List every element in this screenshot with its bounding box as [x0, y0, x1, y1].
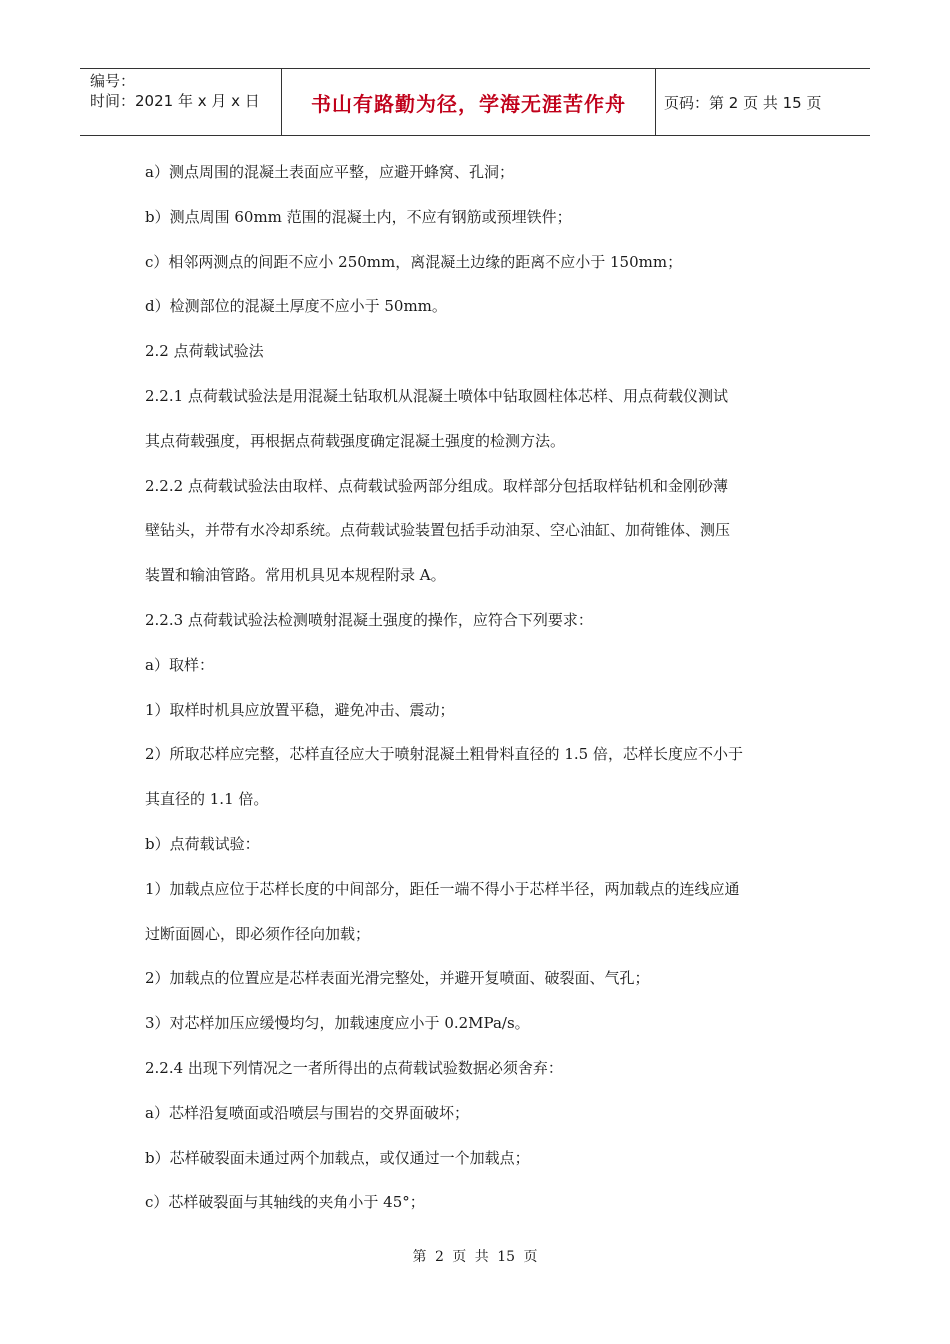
page-header [80, 68, 870, 136]
text-line: 过断面圆心，即必须作径向加载； [145, 924, 371, 943]
text-line: 2）加载点的位置应是芯样表面光滑完整处，并避开复喷面、破裂面、气孔； [145, 969, 650, 988]
text-line: 装置和输油管路。常用机具见本规程附录 A。 [145, 566, 446, 585]
text-line: 3）对芯样加压应缓慢均匀，加载速度应小于 0.2MPa/s。 [145, 1014, 530, 1033]
motto: 书山有路勤为径，学海无涯苦作舟 [311, 91, 626, 116]
text-line: c）芯样破裂面与其轴线的夹角小于 45°； [145, 1193, 425, 1212]
text-line: 2.2.3 点荷载试验法检测喷射混凝土强度的操作，应符合下列要求： [145, 610, 593, 629]
text-line: 1）加载点应位于芯样长度的中间部分，距任一端不得小于芯样半径，两加载点的连线应通 [145, 879, 740, 898]
document-body [145, 158, 825, 1233]
header-meta [80, 69, 282, 135]
text-line: b）芯样破裂面未通过两个加载点，或仅通过一个加载点； [145, 1148, 530, 1167]
text-line: a）取样： [145, 655, 214, 674]
text-line: 其直径的 1.1 倍。 [145, 790, 269, 809]
text-line: a）芯样沿复喷面或沿喷层与围岩的交界面破坏； [145, 1103, 469, 1122]
text-line: b）点荷载试验： [145, 834, 260, 853]
header-motto-cell [282, 69, 656, 135]
text-line: 2.2.2 点荷载试验法由取样、点荷载试验两部分组成。取样部分包括取样钻机和金刚砂薄 [145, 476, 728, 495]
number-label: 编号： [90, 72, 136, 90]
text-line: 2.2.4 出现下列情况之一者所得出的点荷载试验数据必须舍弃： [145, 1058, 563, 1077]
header-page-cell [656, 69, 870, 135]
text-line: 2.2.1 点荷载试验法是用混凝土钻取机从混凝土喷体中钻取圆柱体芯样、用点荷载仪测试 [145, 386, 728, 405]
page-label: 页码：第 2 页 共 15 页 [664, 93, 822, 112]
page-footer: 第 2 页 共 15 页 [412, 1249, 538, 1265]
date-label: 时间：2021 年 x 月 x 日 [90, 92, 260, 110]
text-line: 壁钻头，并带有水冷却系统。点荷载试验装置包括手动油泵、空心油缸、加荷锥体、测压 [145, 521, 731, 540]
text-line: 2）所取芯样应完整，芯样直径应大于喷射混凝土粗骨料直径的 1.5 倍，芯样长度应不小于 [145, 745, 743, 764]
text-line: a）测点周围的混凝土表面应平整，应避开蜂窝、孔洞； [145, 163, 514, 181]
text-line: 1）取样时机具应放置平稳，避免冲击、震动； [145, 700, 455, 719]
text-line: b）测点周围 60mm 范围的混凝土内，不应有钢筋或预埋铁件； [145, 207, 572, 226]
text-line: d）检测部位的混凝土厚度不应小于 50mm。 [145, 297, 447, 316]
text-line: 其点荷载强度，再根据点荷载强度确定混凝土强度的检测方法。 [145, 431, 566, 450]
text-line: 2.2 点荷载试验法 [145, 342, 264, 361]
text-line: c）相邻两测点的间距不应小 250mm，离混凝土边缘的距离不应小于 150mm； [145, 252, 683, 271]
